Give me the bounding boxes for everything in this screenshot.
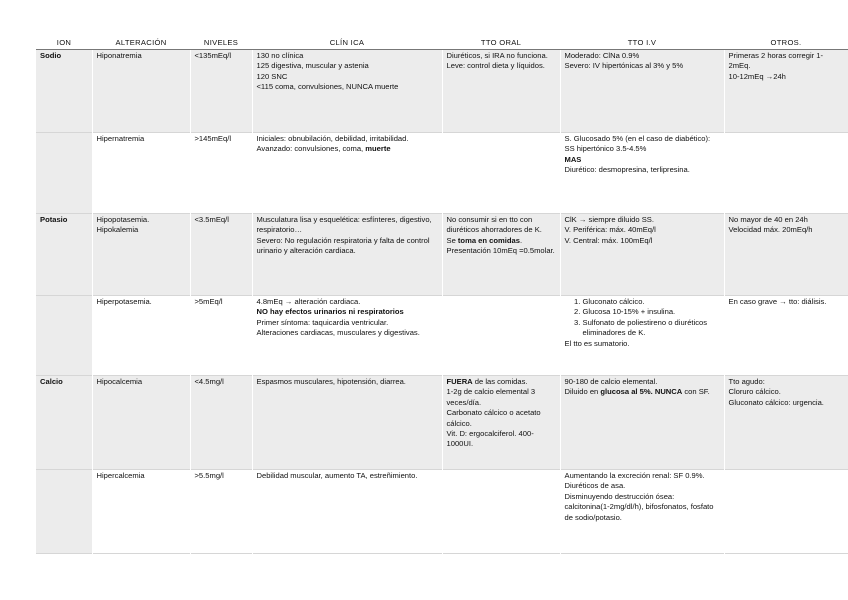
header-ion: ION bbox=[36, 37, 92, 50]
clinica-line: 120 SNC bbox=[256, 71, 288, 81]
otros-cell bbox=[724, 133, 848, 214]
otros-line: 10-12mEq →24h bbox=[728, 71, 786, 81]
iv-cell bbox=[560, 50, 724, 133]
otros-cell: En caso grave → tto: diálisis. bbox=[724, 296, 848, 376]
clinica-line: Iniciales: obnubilación, debilidad, irritabilidad. bbox=[256, 134, 409, 143]
otros-line: Primeras 2 horas corregir 1-2mEq. bbox=[728, 51, 824, 71]
table-row bbox=[36, 376, 848, 470]
iv-line: MAS bbox=[564, 154, 582, 164]
oral-line: No consumir si en tto con diuréticos ahorradores de K. bbox=[446, 215, 542, 235]
iv-list bbox=[565, 297, 720, 339]
clinica-line: 130 no clínica bbox=[256, 51, 304, 60]
oral-cell bbox=[442, 376, 560, 470]
header-alteracion: ALTERACIÓN bbox=[92, 37, 190, 50]
header-tto-iv: TTO I.V bbox=[560, 37, 724, 50]
ion-cell bbox=[36, 133, 92, 214]
niveles-cell: <135mEq/l bbox=[190, 50, 252, 133]
iv-line: V. Central: máx. 100mEq/l bbox=[564, 235, 653, 245]
otros-cell bbox=[724, 470, 848, 554]
iv-line: S. Glucosado 5% (en el caso de diabético): SS hipertónico 3.5-4.5% bbox=[564, 134, 711, 154]
otros-line: Cloruro cálcico. bbox=[728, 387, 781, 397]
iv-cell bbox=[560, 214, 724, 296]
oral-line: Se toma en comidas. bbox=[446, 235, 523, 245]
table-row bbox=[36, 133, 848, 214]
clinica-line: Primer síntoma: taquicardia ventricular. bbox=[256, 317, 389, 327]
oral-cell bbox=[442, 470, 560, 554]
clinica-cell bbox=[252, 133, 442, 214]
otros-line: No mayor de 40 en 24h bbox=[728, 215, 808, 224]
iv-line: 90-180 de calcio elemental. bbox=[564, 377, 658, 386]
clinica-cell: Espasmos musculares, hipotensión, diarrea. bbox=[252, 376, 442, 470]
otros-line: Gluconato cálcico: urgencia. bbox=[728, 397, 824, 407]
otros-line: Velocidad máx. 20mEq/h bbox=[728, 225, 813, 235]
iv-line: Aumentando la excreción renal: SF 0.9%. Diuréticos de asa. bbox=[564, 471, 705, 491]
clinica-line: Severo: No regulación respiratoria y falta de control urinario y alteración cardiaca. bbox=[256, 235, 430, 256]
ion-cell: Sodio bbox=[36, 50, 92, 133]
ion-cell: Calcio bbox=[36, 376, 92, 470]
header-clinica: CLÍN ICA bbox=[252, 37, 442, 50]
oral-line: 1-2g de calcio elemental 3 veces/día. bbox=[446, 387, 536, 407]
iv-line: Disminuyendo destrucción ósea: calcitonina(1-2mg/dl/h), bifosfonatos, fosfato de sodio/potasio. bbox=[564, 491, 714, 522]
clinica-line: Alteraciones cardiacas, musculares y digestivas. bbox=[256, 328, 420, 338]
alteracion-line: Hipopotasemia. bbox=[96, 215, 150, 224]
table-row bbox=[36, 50, 848, 133]
otros-cell bbox=[724, 376, 848, 470]
clinica-line: Avanzado: convulsiones, coma, muerte bbox=[256, 144, 391, 154]
iv-line: El tto es sumatorio. bbox=[564, 338, 630, 348]
alteracion-cell bbox=[92, 214, 190, 296]
clinica-cell bbox=[252, 296, 442, 376]
ion-cell bbox=[36, 470, 92, 554]
oral-cell bbox=[442, 296, 560, 376]
clinica-line: 125 digestiva, muscular y astenia bbox=[256, 61, 369, 71]
table-row bbox=[36, 296, 848, 376]
alteracion-cell: Hipercalcemia bbox=[92, 470, 190, 554]
otros-cell bbox=[724, 50, 848, 133]
oral-line: Vit. D: ergocalciferol. 400-1000UI. bbox=[446, 429, 534, 449]
oral-line: Diuréticos, si IRA no funciona. bbox=[446, 51, 548, 60]
oral-line: Carbonato cálcico o acetato cálcico. bbox=[446, 408, 541, 428]
oral-cell bbox=[442, 133, 560, 214]
iv-line: Moderado: ClNa 0.9% bbox=[564, 51, 640, 60]
oral-cell bbox=[442, 50, 560, 133]
oral-cell bbox=[442, 214, 560, 296]
table-row bbox=[36, 470, 848, 554]
header-row bbox=[36, 37, 848, 50]
iv-line: V. Periférica: máx. 40mEq/l bbox=[564, 225, 656, 235]
clinica-line: NO hay efectos urinarios ni respiratorios bbox=[256, 307, 404, 317]
clinica-cell bbox=[252, 214, 442, 296]
clinica-line: <115 coma, convulsiones, NUNCA muerte bbox=[256, 82, 399, 92]
alteracion-line: Hipokalemia bbox=[96, 225, 139, 235]
iv-line: Severo: IV hipertónicas al 3% y 5% bbox=[564, 61, 684, 71]
iv-line: ClK → siempre diluido SS. bbox=[564, 215, 654, 224]
clinica-cell: Debilidad muscular, aumento TA, estreñimiento. bbox=[252, 470, 442, 554]
alteracion-cell: Hipocalcemia bbox=[92, 376, 190, 470]
niveles-cell: <3.5mEq/l bbox=[190, 214, 252, 296]
header-niveles: NIVELES bbox=[190, 37, 252, 50]
alteracion-cell: Hiperpotasemia. bbox=[92, 296, 190, 376]
clinica-line: Musculatura lisa y esquelética: esfínteres, digestivo, respiratorio… bbox=[256, 215, 432, 235]
niveles-cell: >5mEq/l bbox=[190, 296, 252, 376]
list-item: 1. Gluconato cálcico. bbox=[583, 297, 720, 307]
list-item: 3. Sulfonato de poliestireno o diuréticos eliminadores de K. bbox=[583, 318, 720, 339]
iv-cell bbox=[560, 470, 724, 554]
clinica-line: 4.8mEq → alteración cardiaca. bbox=[256, 297, 361, 306]
iv-line: Diluido en glucosa al 5%. NUNCA con SF. bbox=[564, 387, 710, 397]
otros-cell bbox=[724, 214, 848, 296]
otros-line: Tto agudo: bbox=[728, 377, 765, 386]
iv-cell bbox=[560, 376, 724, 470]
iv-cell bbox=[560, 296, 724, 376]
oral-line: Leve: control dieta y líquidos. bbox=[446, 61, 545, 71]
iv-cell bbox=[560, 133, 724, 214]
niveles-cell: >145mEq/l bbox=[190, 133, 252, 214]
ion-cell bbox=[36, 296, 92, 376]
alteracion-cell: Hipernatremia bbox=[92, 133, 190, 214]
header-tto-oral: TTO ORAL bbox=[442, 37, 560, 50]
iv-line: Diurético: desmopresina, terlipresina. bbox=[564, 165, 690, 175]
oral-line: Presentación 10mEq =0.5molar. bbox=[446, 246, 555, 256]
list-item: 2. Glucosa 10-15% + insulina. bbox=[583, 307, 720, 317]
alteracion-cell: Hiponatremia bbox=[92, 50, 190, 133]
header-otros: OTROS. bbox=[724, 37, 848, 50]
niveles-cell: >5.5mg/l bbox=[190, 470, 252, 554]
ion-cell: Potasio bbox=[36, 214, 92, 296]
niveles-cell: <4.5mg/l bbox=[190, 376, 252, 470]
oral-line: FUERA de las comidas. bbox=[446, 377, 528, 386]
electrolyte-table bbox=[36, 37, 848, 554]
clinica-cell bbox=[252, 50, 442, 133]
table-row bbox=[36, 214, 848, 296]
